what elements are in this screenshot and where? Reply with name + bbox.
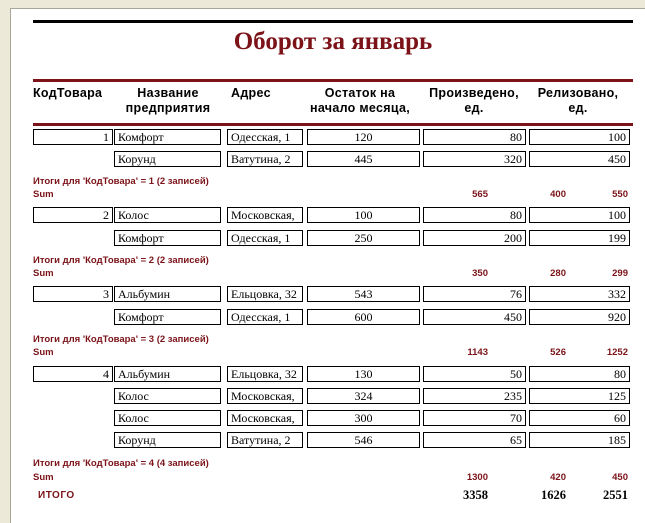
row-sold: 80 [529,366,630,382]
row-address: Московская, [227,388,303,404]
header-top-rule [33,79,633,82]
row-address: Одесская, 1 [227,230,303,246]
sum-sold: 450 [612,472,628,483]
group-code: 4 [33,366,113,382]
sum-balance: 350 [472,268,488,279]
row-sold: 100 [529,207,630,223]
row-sold: 100 [529,129,630,145]
row-name: Комфорт [114,309,221,325]
header-code: КодТовара [33,86,103,100]
row-sold: 125 [529,388,630,404]
row-sold: 920 [529,309,630,325]
group-code: 3 [33,286,113,302]
report-title: Оборот за январь [233,28,433,55]
row-balance: 120 [307,129,420,145]
header-sold [526,86,630,116]
sum-sold: 550 [612,189,628,200]
row-balance: 600 [307,309,420,325]
sum-produced: 526 [550,347,566,358]
row-sold: 450 [529,151,630,167]
row-address: Ельцовка, 32 [227,286,303,302]
row-name: Колос [114,410,221,426]
header-produced-line2: ед. [464,101,484,115]
row-balance: 130 [307,366,420,382]
row-produced: 50 [423,366,526,382]
group-code: 2 [33,207,113,223]
row-balance: 324 [307,388,420,404]
header-balance-line1: Остаток на [324,86,396,100]
group-summary-label: Итоги для 'КодТовара' = 3 (2 записей) [33,334,209,345]
row-name: Альбумин [114,286,221,302]
row-name: Корунд [114,151,221,167]
header-produced-line1: Произведено, [429,86,519,100]
sum-balance: 1300 [466,472,488,483]
sum-produced: 420 [550,472,566,483]
header-sold-line1: Релизовано, [537,86,619,100]
sum-balance: 1143 [467,347,488,358]
sum-produced: 280 [550,268,566,279]
row-produced: 320 [423,151,526,167]
sum-produced: 400 [550,189,566,200]
group-code: 1 [33,129,113,145]
grand-total-produced: 1626 [541,488,566,502]
row-address: Одесская, 1 [227,129,303,145]
row-address: Ватутина, 2 [227,432,303,448]
grand-total-sold: 2551 [603,488,628,502]
header-balance [300,86,420,116]
group-summary-label: Итоги для 'КодТовара' = 2 (2 записей) [33,255,209,266]
row-address: Ватутина, 2 [227,151,303,167]
row-address: Московская, [227,410,303,426]
sum-label: Sum [33,347,54,358]
row-sold: 332 [529,286,630,302]
header-address: Адрес [231,86,271,100]
group-summary-label: Итоги для 'КодТовара' = 1 (2 записей) [33,176,209,187]
row-name: Альбумин [114,366,221,382]
header-sold-line2: ед. [568,101,588,115]
sum-label: Sum [33,472,54,483]
header-produced [422,86,526,116]
row-produced: 450 [423,309,526,325]
sum-balance: 565 [472,189,488,200]
sum-label: Sum [33,268,54,279]
row-produced: 76 [423,286,526,302]
header-name-line1: Название [137,86,199,100]
row-sold: 199 [529,230,630,246]
sum-sold: 1252 [606,347,628,358]
row-name: Колос [114,388,221,404]
row-name: Комфорт [114,129,221,145]
row-balance: 445 [307,151,420,167]
row-produced: 235 [423,388,526,404]
row-produced: 65 [423,432,526,448]
row-address: Московская, [227,207,303,223]
sum-label: Sum [33,189,54,200]
header-balance-line2: начало месяца, [309,101,411,115]
row-balance: 546 [307,432,420,448]
row-produced: 70 [423,410,526,426]
row-sold: 185 [529,432,630,448]
grand-total-label: ИТОГО [38,490,75,501]
header-name [113,86,223,116]
row-address: Ельцовка, 32 [227,366,303,382]
grand-total-balance: 3358 [463,488,488,502]
row-produced: 200 [423,230,526,246]
top-rule [33,20,633,23]
row-name: Колос [114,207,221,223]
row-sold: 60 [529,410,630,426]
row-name: Комфорт [114,230,221,246]
header-bottom-rule [33,123,633,126]
row-balance: 100 [307,207,420,223]
row-name: Корунд [114,432,221,448]
row-produced: 80 [423,129,526,145]
row-balance: 300 [307,410,420,426]
row-address: Одесская, 1 [227,309,303,325]
group-summary-label: Итоги для 'КодТовара' = 4 (4 записей) [33,458,209,469]
row-balance: 543 [307,286,420,302]
header-name-line2: предприятия [125,101,211,115]
row-balance: 250 [307,230,420,246]
row-produced: 80 [423,207,526,223]
sum-sold: 299 [612,268,628,279]
